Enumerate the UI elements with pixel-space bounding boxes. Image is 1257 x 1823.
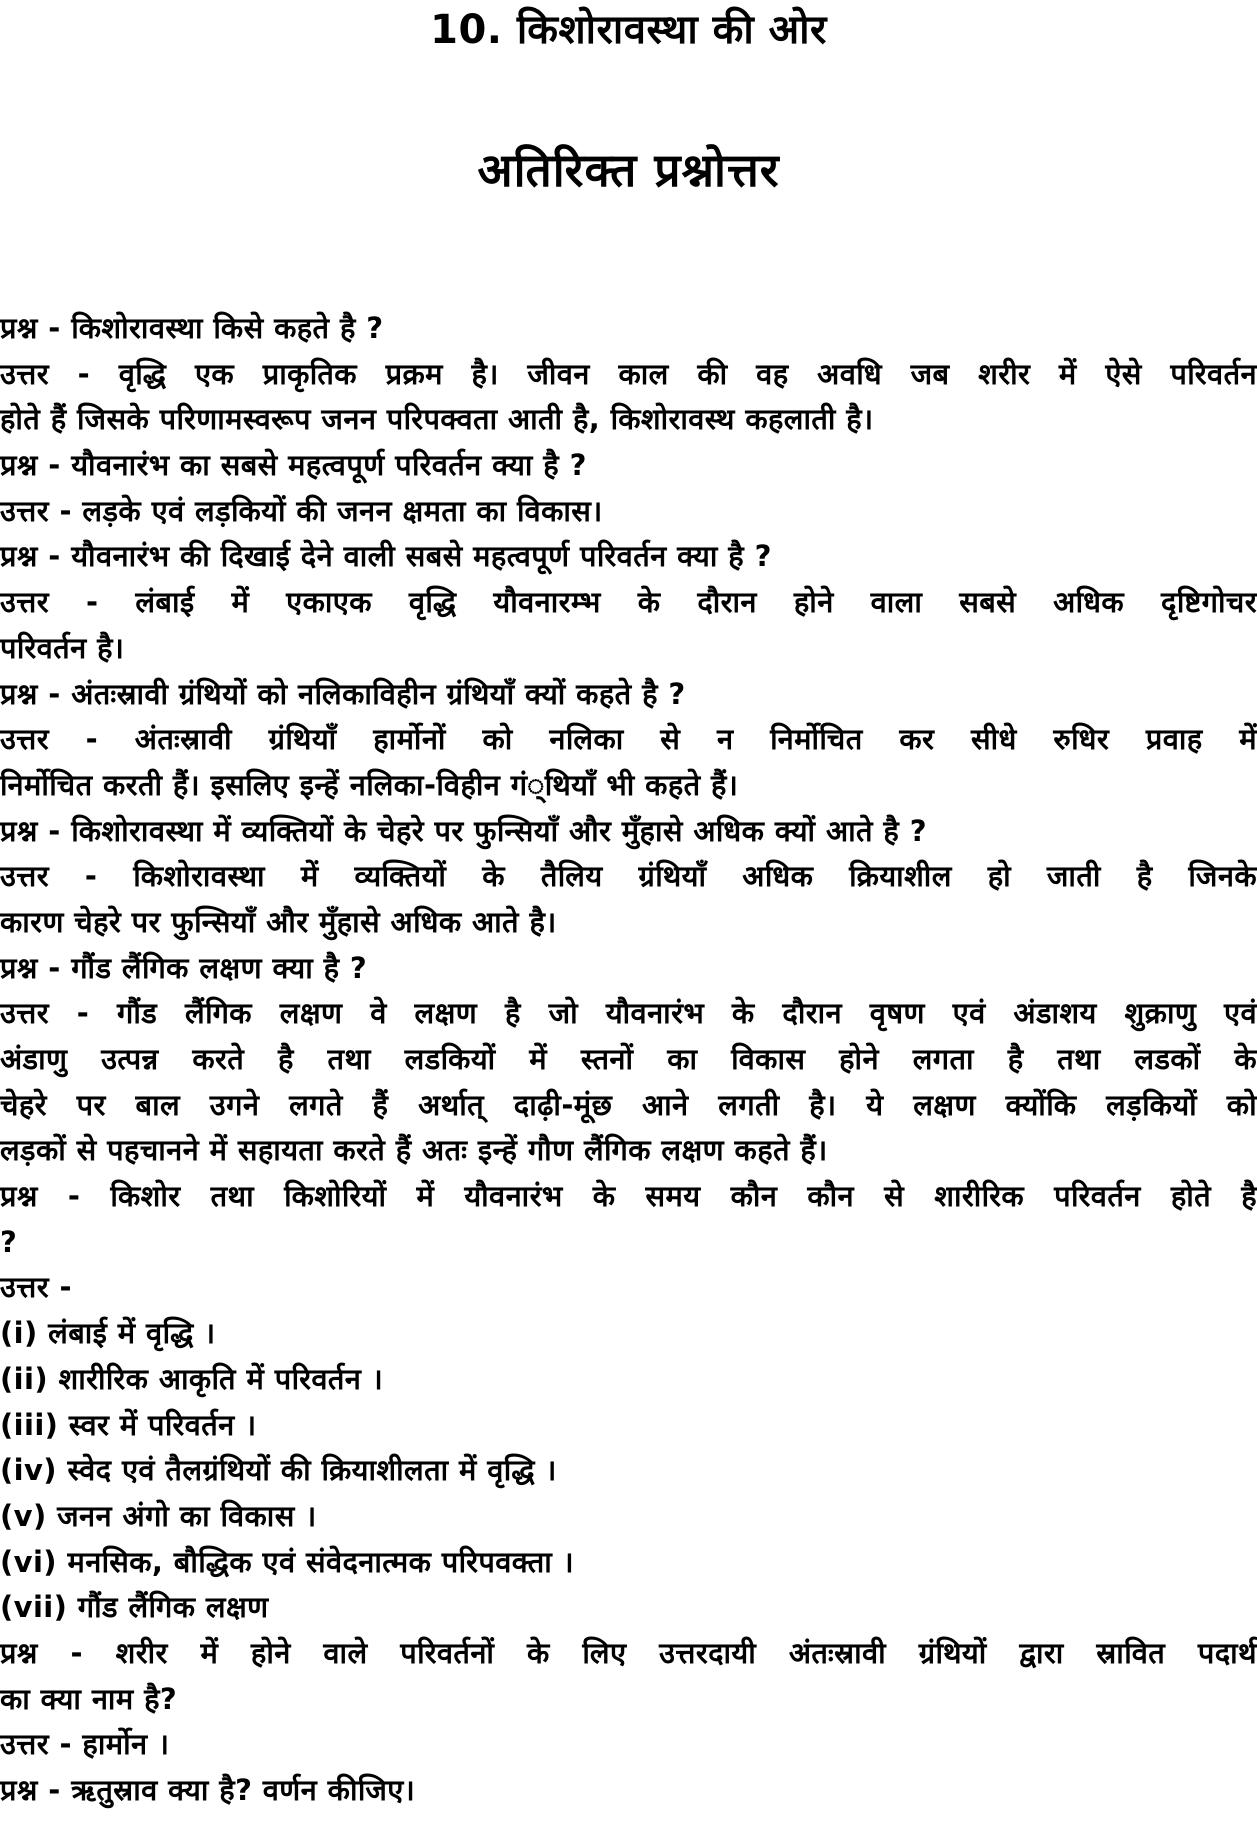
text-line: उत्तर - अंतःस्रावी ग्रंथियाँ हार्मोनों को नलिका से न निर्मोचित कर सीधे रुधिर प्रवाह में — [0, 722, 1257, 757]
text-line: लड़कों से पहचानने में सहायता करते हैं अतः इन्हें गौण लैंगिक लक्षण कहते हैं। — [0, 1133, 828, 1168]
text-line: होते हैं जिसके परिणामस्वरूप जनन परिपक्वता आती है, किशोरावस्थ कहलाती है। — [0, 402, 874, 437]
chapter-title: 10. किशोरावस्था की ओर — [430, 7, 827, 53]
text-line: (vi) मनसिक, बौद्धिक एवं संवेदनात्मक परिपवक्ता । — [0, 1544, 575, 1579]
qa-content — [0, 306, 1257, 1814]
text-line: (iv) स्वेद एवं तैलग्रंथियों की क्रियाशीलता में वृद्धि । — [0, 1453, 557, 1488]
text-line: प्रश्न - किशोर तथा किशोरियों में यौवनारंभ के समय कौन कौन से शारीरिक परिवर्तन होते है — [0, 1179, 1257, 1214]
text-line: उत्तर - किशोरावस्था में व्यक्तियों के तैलिय ग्रंथियाँ अधिक क्रियाशील हो जाती है जिनके — [0, 859, 1257, 894]
text-line: प्रश्न - यौवनारंभ की दिखाई देने वाली सबसे महत्वपूर्ण परिवर्तन क्या है ? — [0, 539, 772, 574]
text-line: प्रश्न - गौंड लैंगिक लक्षण क्या है ? — [0, 950, 368, 985]
text-line: (iii) स्वर में परिवर्तन । — [0, 1407, 257, 1442]
text-line: प्रश्न - किशोरावस्था में व्यक्तियों के चेहरे पर फुन्सियाँ और मुँहासे अधिक क्यों आते है ? — [0, 813, 927, 848]
text-line: निर्मोचित करती हैं। इसलिए इन्हें नलिका-विहीन गं्थियाँ भी कहते हैं। — [0, 767, 739, 802]
text-line: चेहरे पर बाल उगने लगते हैं अर्थात् दाढ़ी-मूंछ आने लगती है। ये लक्षण क्योंकि लड़कियों को — [0, 1087, 1257, 1122]
text-line: उत्तर - वृद्धि एक प्राकृतिक प्रक्रम है। जीवन काल की वह अवधि जब शरीर में ऐसे परिवर्तन — [0, 356, 1257, 391]
text-line: प्रश्न - अंतःस्रावी ग्रंथियों को नलिकाविहीन ग्रंथियाँ क्यों कहते है ? — [0, 676, 686, 711]
text-line: परिवर्तन है। — [0, 630, 125, 665]
text-line: प्रश्न - यौवनारंभ का सबसे महत्वपूर्ण परिवर्तन क्या है ? — [0, 448, 587, 483]
text-line: (ii) शारीरिक आकृति में परिवर्तन । — [0, 1361, 384, 1396]
text-line: ? — [0, 1224, 18, 1259]
text-line: उत्तर - लड़के एवं लड़कियों की जनन क्षमता का विकास। — [0, 493, 603, 528]
section-title: अतिरिक्त प्रश्नोत्तर — [477, 143, 780, 197]
text-line: कारण चेहरे पर फुन्सियाँ और मुँहासे अधिक आते है। — [0, 904, 557, 939]
text-line: अंडाणु उत्पन्न करते है तथा लडकियों में स्तनों का विकास होने लगता है तथा लडकों के — [0, 1042, 1257, 1076]
text-line: प्रश्न - किशोरावस्था किसे कहते है ? — [0, 311, 384, 345]
text-line: उत्तर - — [0, 1270, 72, 1305]
text-line: उत्तर - हार्मोन । — [0, 1727, 170, 1762]
text-line: उत्तर - लंबाई में एकाएक वृद्धि यौवनारम्भ के दौरान होने वाला सबसे अधिक दृष्टिगोचर — [0, 585, 1257, 620]
text-line: (i) लंबाई में वृद्धि । — [0, 1316, 216, 1351]
text-line: प्रश्न - शरीर में होने वाले परिवर्तनों के लिए उत्तरदायी अंतःस्रावी ग्रंथियों द्वारा स्रावित पदार्थ — [0, 1635, 1257, 1670]
text-line: (v) जनन अंगो का विकास । — [0, 1498, 317, 1533]
text-line: का क्या नाम है? — [0, 1681, 178, 1716]
text-line: उत्तर - गौंड लैंगिक लक्षण वे लक्षण है जो यौवनारंभ के दौरान वृषण एवं अंडाशय शुक्राणु एवं — [0, 996, 1257, 1031]
text-line: प्रश्न - ऋतुस्राव क्या है? वर्णन कीजिए। — [0, 1773, 416, 1807]
text-line: (vii) गौंड लैंगिक लक्षण — [0, 1590, 269, 1625]
